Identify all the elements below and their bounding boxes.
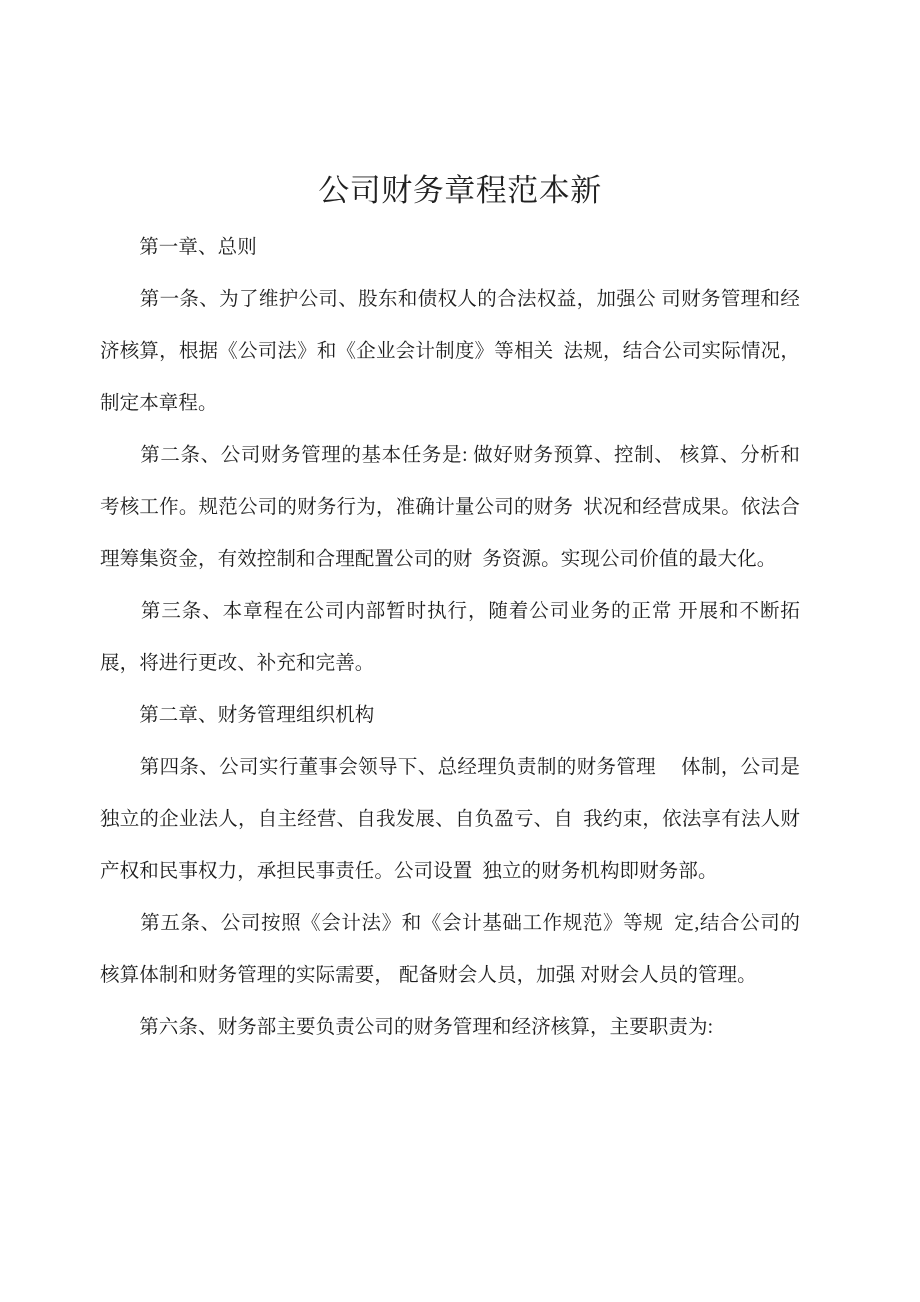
article-5-paragraph: 第五条、公司按照《会计法》和《会计基础工作规范》等规 定,结合公司的核算体制和财务管理的实际需要， 配备财会人员，加强 对财会人员的管理。	[100, 913, 800, 986]
article-6-paragraph: 第六条、财务部主要负责公司的财务管理和经济核算，主要职责为:	[100, 1017, 714, 1038]
article-1-paragraph: 第一条、为了维护公司、股东和债权人的合法权益，加强公 司财务管理和经济核算，根据《公司法》和《企业会计制度》等相关 法规，结合公司实际情况，制定本章程。	[100, 289, 800, 414]
article-4-paragraph: 第四条、公司实行董事会领导下、总经理负责制的财务管理 体制，公司是独立的企业法人，自主经营、自我发展、自负盈亏、自 我约束，依法享有法人财产权和民事权力，承担民事责任。公司设置 独立的财务机构即财务部。	[100, 757, 800, 882]
document-body	[100, 222, 800, 1054]
article-3-paragraph: 第三条、本章程在公司内部暂时执行，随着公司业务的正常 开展和不断拓展，将进行更改、补充和完善。	[100, 601, 800, 674]
article-2-paragraph: 第二条、公司财务管理的基本任务是: 做好财务预算、控制、 核算、分析和考核工作。规范公司的财务行为，准确计量公司的财务 状况和经营成果。依法合理筹集资金，有效控制和合理配置公司的财 务资源。实现公司价值的最大化。	[100, 445, 800, 570]
chapter-1-heading: 第一章、总则	[100, 237, 257, 258]
page-title: 公司财务章程范本新	[318, 172, 602, 208]
chapter-2-heading: 第二章、财务管理组织机构	[100, 705, 375, 726]
